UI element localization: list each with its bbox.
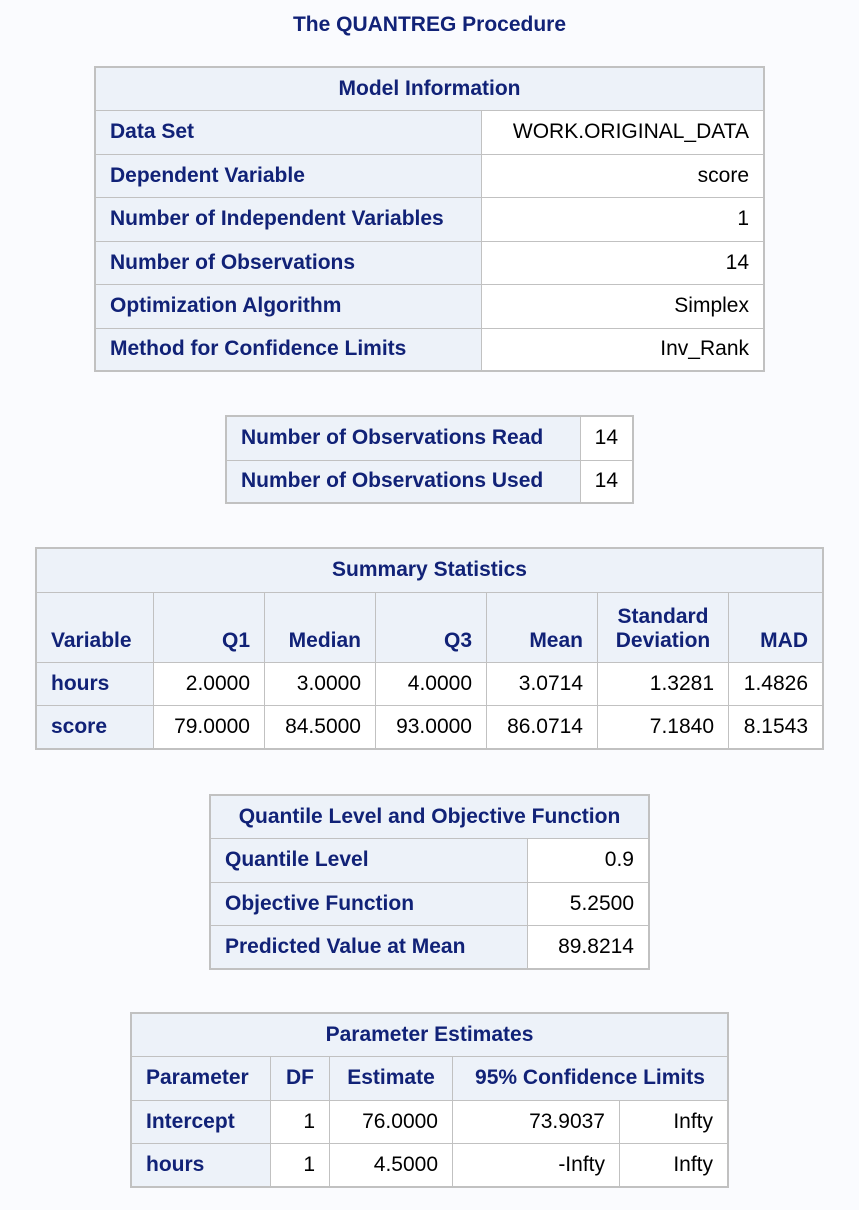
row-value: 89.8214 [528, 925, 650, 969]
column-header: Q3 [376, 592, 487, 662]
table-caption: Summary Statistics [36, 548, 823, 592]
table-row [210, 838, 649, 882]
table-caption: Parameter Estimates [131, 1013, 728, 1056]
column-header [598, 592, 729, 662]
column-header-line: Standard [617, 604, 709, 628]
table-row [210, 882, 649, 925]
row-label: hours [36, 662, 154, 705]
cell-upper-limit: Infty [620, 1100, 729, 1143]
row-label: Number of Independent Variables [95, 197, 482, 241]
row-label: Dependent Variable [95, 154, 482, 197]
cell-estimate: 76.0000 [330, 1100, 453, 1143]
table-caption: Quantile Level and Objective Function [210, 795, 649, 838]
row-value: Simplex [482, 284, 765, 328]
quantile-objective-table [209, 794, 650, 970]
cell-lower-limit: -Infty [453, 1143, 620, 1187]
procedure-title: The QUANTREG Procedure [292, 13, 567, 36]
observations-table [225, 415, 634, 504]
table-row [95, 241, 764, 284]
cell-mean: 3.0714 [487, 662, 598, 705]
column-header: Mean [487, 592, 598, 662]
row-label: Number of Observations Read [226, 416, 580, 460]
row-value: Inv_Rank [482, 328, 765, 371]
summary-statistics-table [35, 547, 824, 750]
row-label: Predicted Value at Mean [210, 925, 528, 969]
table-row [95, 154, 764, 197]
model-information-table [94, 66, 765, 372]
cell-mad: 8.1543 [729, 705, 824, 749]
row-value: 1 [482, 197, 765, 241]
row-label: hours [131, 1143, 271, 1187]
table-row [95, 110, 764, 154]
table-caption: Model Information [95, 67, 764, 110]
table-row [210, 925, 649, 969]
row-value: 14 [580, 416, 633, 460]
row-value: 0.9 [528, 838, 650, 882]
row-value: 5.2500 [528, 882, 650, 925]
row-label: Number of Observations [95, 241, 482, 284]
parameter-estimates-table [130, 1012, 729, 1188]
table-row [131, 1100, 728, 1143]
row-label: Data Set [95, 110, 482, 154]
cell-q3: 93.0000 [376, 705, 487, 749]
row-value: WORK.ORIGINAL_DATA [482, 110, 765, 154]
cell-df: 1 [271, 1143, 330, 1187]
row-label: Intercept [131, 1100, 271, 1143]
cell-mean: 86.0714 [487, 705, 598, 749]
cell-q1: 2.0000 [154, 662, 265, 705]
table-row [226, 460, 633, 503]
cell-median: 3.0000 [265, 662, 376, 705]
cell-q3: 4.0000 [376, 662, 487, 705]
column-header: Parameter [131, 1056, 271, 1100]
column-header: Estimate [330, 1056, 453, 1100]
row-label: Quantile Level [210, 838, 528, 882]
cell-std: 1.3281 [598, 662, 729, 705]
row-label: Optimization Algorithm [95, 284, 482, 328]
column-header: DF [271, 1056, 330, 1100]
cell-df: 1 [271, 1100, 330, 1143]
cell-upper-limit: Infty [620, 1143, 729, 1187]
cell-estimate: 4.5000 [330, 1143, 453, 1187]
table-row [95, 284, 764, 328]
cell-std: 7.1840 [598, 705, 729, 749]
row-label: Number of Observations Used [226, 460, 580, 503]
table-row [226, 416, 633, 460]
cell-lower-limit: 73.9037 [453, 1100, 620, 1143]
cell-median: 84.5000 [265, 705, 376, 749]
cell-q1: 79.0000 [154, 705, 265, 749]
row-label: Method for Confidence Limits [95, 328, 482, 371]
table-row [36, 705, 823, 749]
column-header: Q1 [154, 592, 265, 662]
table-row [95, 197, 764, 241]
column-header-line: Deviation [615, 628, 711, 652]
row-label: Objective Function [210, 882, 528, 925]
table-row [36, 662, 823, 705]
row-label: score [36, 705, 154, 749]
row-value: score [482, 154, 765, 197]
row-value: 14 [580, 460, 633, 503]
row-value: 14 [482, 241, 765, 284]
table-row [95, 328, 764, 371]
column-header: MAD [729, 592, 824, 662]
table-row [131, 1143, 728, 1187]
column-header: 95% Confidence Limits [453, 1056, 729, 1100]
column-header: Median [265, 592, 376, 662]
cell-mad: 1.4826 [729, 662, 824, 705]
column-header: Variable [36, 592, 154, 662]
